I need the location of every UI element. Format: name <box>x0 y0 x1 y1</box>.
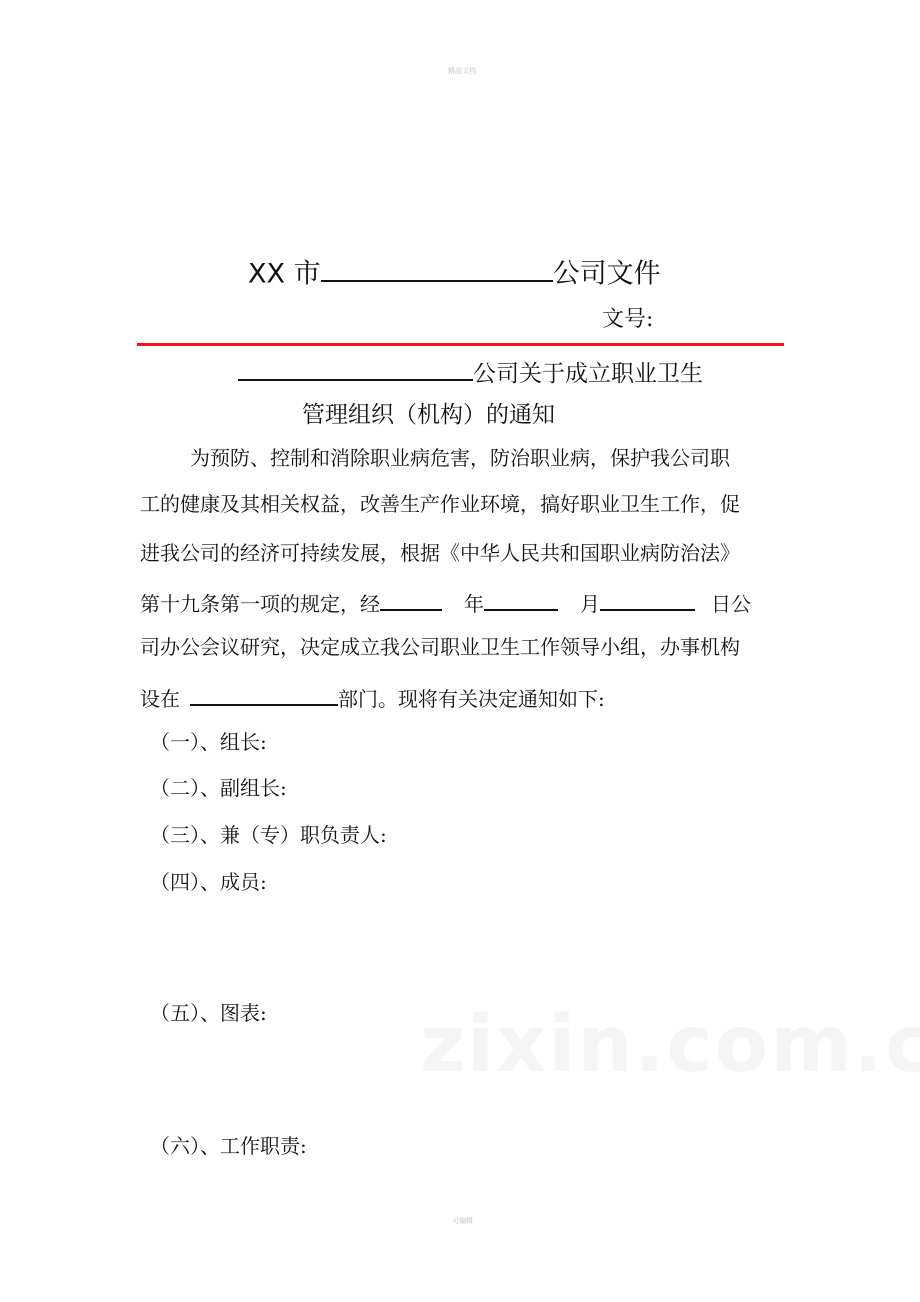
title-prefix: XX 市 <box>248 258 321 290</box>
company-name-blank <box>321 252 553 282</box>
item-deputy-leader: （二）、副组长: <box>150 776 287 800</box>
watermark <box>420 1000 920 1090</box>
body-line-5: 司办公会议研究，决定成立我公司职业卫生工作领导小组，办事机构 <box>140 635 740 659</box>
item-responsible-person: （三）、兼（专）职负责人: <box>150 823 387 847</box>
body-line-6 <box>140 683 605 711</box>
item-leader: （一）、组长: <box>150 730 267 754</box>
notice-title-suffix: 公司关于成立职业卫生 <box>473 361 703 388</box>
month-blank <box>484 588 558 611</box>
document-number-label: 文号: <box>602 307 654 332</box>
red-divider <box>137 343 784 346</box>
notice-title-line1 <box>238 355 703 389</box>
footer-label: 可编辑 <box>452 1217 473 1225</box>
year-blank <box>380 588 442 611</box>
notice-title-line2: 管理组织（机构）的通知 <box>302 402 555 428</box>
body-line-6-text: 设在 <box>140 687 180 711</box>
title-suffix: 公司文件 <box>552 258 661 290</box>
day-label: 日公 <box>711 592 751 616</box>
body-line-3: 进我公司的经济可持续发展，根据《中华人民共和国职业病防治法》 <box>140 541 740 565</box>
body-line-2: 工的健康及其相关权益，改善生产作业环境，搞好职业卫生工作，促 <box>140 492 740 516</box>
item-chart: （五）、图表: <box>150 1001 267 1025</box>
body-line-4 <box>140 588 751 616</box>
company-blank <box>238 355 473 381</box>
department-blank <box>190 683 338 706</box>
day-blank <box>600 588 695 611</box>
body-line-6-rest: 部门。现将有关决定通知如下: <box>338 687 605 711</box>
item-duties: （六）、工作职责: <box>150 1134 307 1158</box>
body-line-4-text: 第十九条第一项的规定，经 <box>140 592 380 616</box>
header-label: 精品文档 <box>448 67 476 75</box>
year-label: 年 <box>464 592 484 616</box>
body-line-1: 为预防、控制和消除职业病危害，防治职业病，保护我公司职 <box>190 446 730 470</box>
item-members: （四）、成员: <box>150 870 267 894</box>
month-label: 月 <box>580 592 600 616</box>
document-title <box>248 252 661 292</box>
